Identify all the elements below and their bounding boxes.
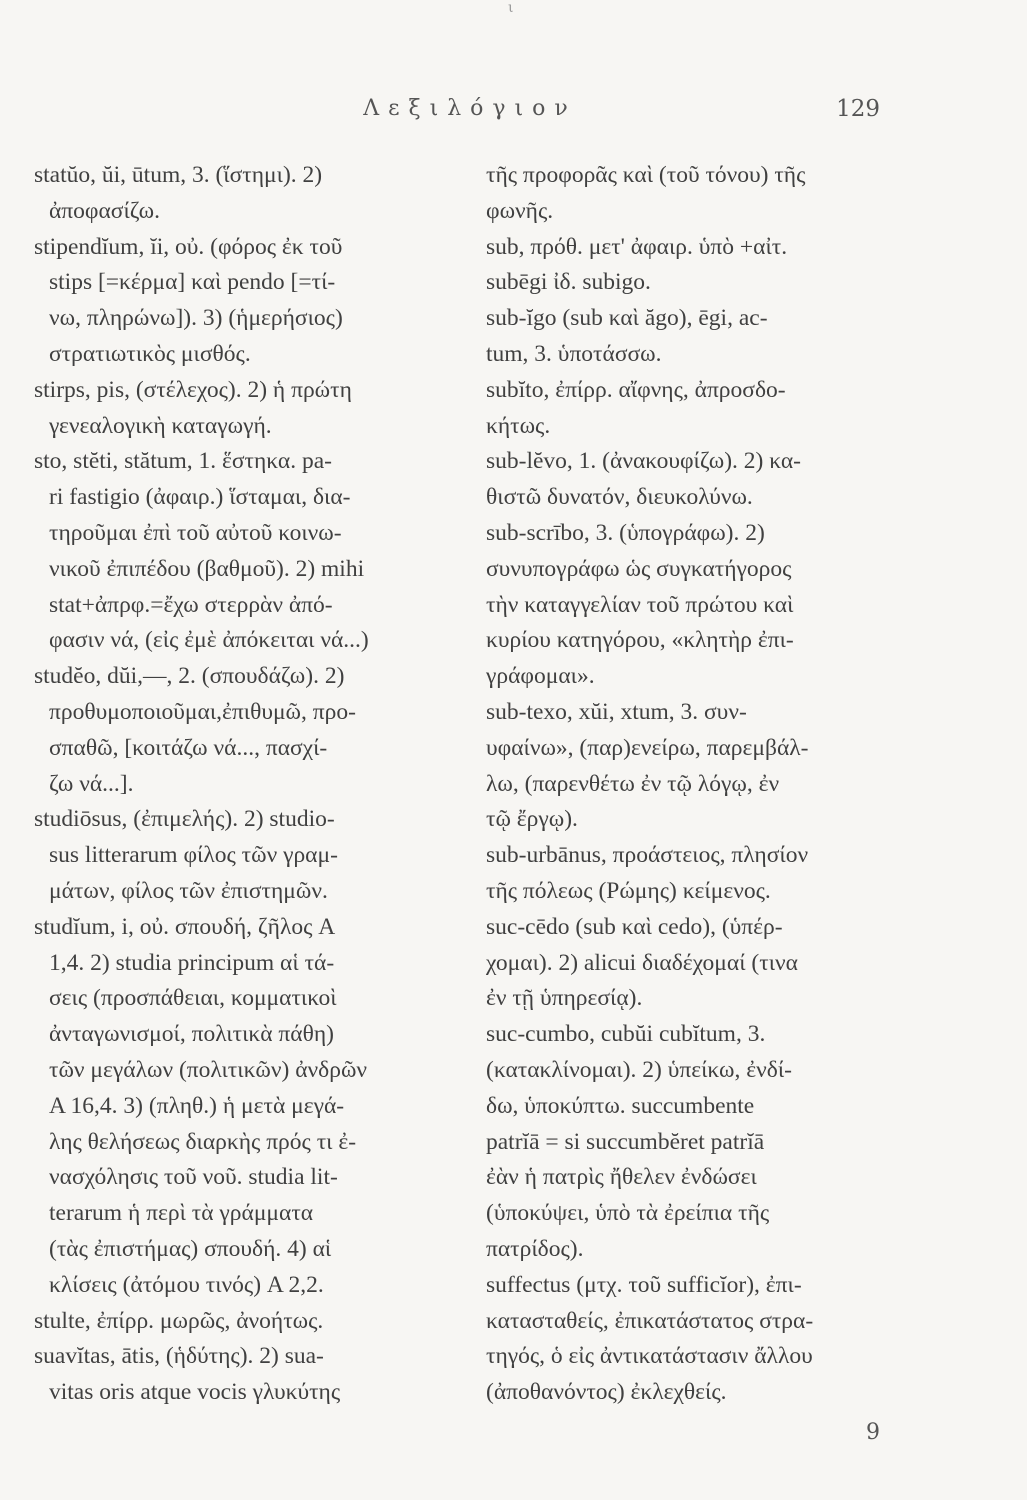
dictionary-line: σπαθῶ, [κοιτάζω νά..., πασχί- — [49, 734, 328, 761]
dictionary-line: tum, 3. ὑποτάσσω. — [486, 340, 662, 367]
dictionary-line: studiōsus, (ἐπιμελής). 2) studio- — [34, 806, 335, 833]
dictionary-line: 1,4. 2) studia principum αἱ τά- — [49, 949, 335, 976]
dictionary-line: subēgi ἰδ. subigo. — [486, 269, 651, 296]
dictionary-line: ζω νά...]. — [49, 770, 134, 797]
signature-mark: 9 — [866, 1420, 880, 1445]
dictionary-line: νω, πληρώνω]). 3) (ἡμερήσιος) — [49, 305, 343, 332]
dictionary-line: sub-ĭgo (sub καὶ ăgo), ēgi, ac- — [486, 305, 768, 332]
dictionary-line: suffectus (μτχ. τοῦ sufficĭor), ἐπι- — [486, 1271, 802, 1298]
dictionary-line: ri fastigio (ἀφαιρ.) ἵσταμαι, δια- — [49, 484, 351, 511]
dictionary-line: λης θελήσεως διαρκὴς πρός τι ἐ- — [49, 1128, 357, 1155]
dictionary-line: τῶν μεγάλων (πολιτικῶν) ἀνδρῶν — [49, 1056, 368, 1083]
dictionary-line: τὴν καταγγελίαν τοῦ πρώτου καὶ — [486, 591, 794, 618]
dictionary-line: A 16,4. 3) (πληθ.) ἡ μετὰ μεγά- — [49, 1092, 345, 1119]
dictionary-line: stat+ἀπρφ.=ἔχω στερρὰν ἀπό- — [49, 591, 333, 618]
dictionary-line: (ἀποθανόντος) ἐκλεχθείς. — [486, 1379, 727, 1406]
dictionary-line: γράφομαι». — [486, 663, 595, 690]
dictionary-line: τῆς προφορᾶς καὶ (τοῦ τόνου) τῆς — [486, 162, 806, 188]
dictionary-line: (τὰς ἐπιστήμας) σπουδή. 4) αἱ — [49, 1235, 332, 1262]
dictionary-line: statŭo, ŭi, ūtum, 3. (ἵστημι). 2) — [34, 162, 323, 188]
dictionary-line: terarum ἡ περὶ τὰ γράμματα — [49, 1200, 314, 1227]
running-header-title: Λεξιλόγιον — [363, 96, 577, 121]
dictionary-line: στρατιωτικὸς μισθός. — [49, 340, 251, 367]
dictionary-line: sub, πρόθ. μετ' ἀφαιρ. ὑπὸ +αἰτ. — [486, 233, 788, 260]
dictionary-line: κατασταθείς, ἐπικατάστατος στρα- — [486, 1307, 814, 1334]
left-column — [34, 158, 442, 1411]
dictionary-line: stulte, ἐπίρρ. μωρῶς, ἀνοήτως. — [34, 1307, 324, 1334]
dictionary-line: πατρίδος). — [486, 1235, 584, 1262]
dictionary-line: patrĭā = si succumbĕret patrĭā — [486, 1128, 765, 1155]
dictionary-line: φασιν νά, (εἰς ἐμὲ ἀπόκειται νά...) — [49, 627, 369, 654]
dictionary-line: τηροῦμαι ἐπὶ τοῦ αὐτοῦ κοινω- — [49, 519, 342, 546]
dictionary-line: κλίσεις (ἀτόμου τινός) A 2,2. — [49, 1271, 324, 1298]
dictionary-line: υφαίνω», (παρ)ενείρω, παρεμβάλ- — [486, 734, 809, 761]
dictionary-line: συνυπογράφω ὡς συγκατήγορος — [486, 555, 792, 582]
dictionary-line: sub-lĕvo, 1. (ἀνακουφίζω). 2) κα- — [486, 448, 802, 475]
dictionary-line: stirps, pis, (στέλεχος). 2) ἡ πρώτη — [34, 376, 352, 403]
dictionary-line: τῷ ἔργῳ). — [486, 806, 578, 833]
dictionary-line: νικοῦ ἐπιπέδου (βαθμοῦ). 2) mihi — [49, 555, 365, 582]
dictionary-line: μάτων, φίλος τῶν ἐπιστημῶν. — [49, 877, 328, 904]
dictionary-line: γενεαλογικὴ καταγωγή. — [49, 412, 272, 439]
dictionary-line: σεις (προσπάθειαι, κομματικοὶ — [49, 985, 337, 1012]
dictionary-line: τηγός, ὁ εἰς ἀντικατάστασιν ἄλλου — [486, 1343, 813, 1370]
dictionary-line: νασχόλησις τοῦ νοῦ. studia lit- — [49, 1164, 338, 1191]
dictionary-line: studĕo, dŭi,—, 2. (σπουδάζω). 2) — [34, 663, 345, 690]
dictionary-line: (ὑποκύψει, ὑπὸ τὰ ἐρείπια τῆς — [486, 1200, 770, 1227]
dictionary-line: stips [=κέρμα] καὶ pendo [=τί- — [49, 269, 336, 296]
right-column — [486, 158, 896, 1411]
dictionary-line: τῆς πόλεως (Ρώμης) κείμενος. — [486, 877, 771, 904]
dictionary-line: subĭto, ἐπίρρ. αἴφνης, ἀπροσδο- — [486, 376, 786, 403]
dictionary-line: studĭum, i, οὐ. σπουδή, ζῆλος A — [34, 913, 336, 940]
dictionary-line: sub-texo, xŭi, xtum, 3. συν- — [486, 698, 747, 725]
dictionary-line: προθυμοποιοῦμαι,ἐπιθυμῶ, προ- — [49, 698, 356, 725]
dictionary-line: δω, ὑποκύπτω. succumbente — [486, 1092, 755, 1119]
dictionary-line: stipendĭum, ĭi, οὐ. (φόρος ἐκ τοῦ — [34, 233, 343, 260]
top-mark: ι — [508, 0, 514, 16]
dictionary-line: sus litterarum φίλος τῶν γραμ- — [49, 842, 338, 869]
page-number: 129 — [836, 96, 880, 122]
dictionary-line: ἀποφασίζω. — [49, 197, 161, 224]
dictionary-line: κήτως. — [486, 412, 551, 439]
dictionary-line: suavĭtas, ātis, (ἡδύτης). 2) sua- — [34, 1343, 324, 1370]
dictionary-line: λω, (παρενθέτω ἐν τῷ λόγῳ, ἐν — [486, 770, 780, 797]
dictionary-line: κυρίου κατηγόρου, «κλητὴρ ἐπι- — [486, 627, 794, 654]
dictionary-line: sub-scrībo, 3. (ὑπογράφω). 2) — [486, 519, 765, 546]
dictionary-line: suc-cēdo (sub καὶ cedo), (ὑπέρ- — [486, 913, 783, 940]
dictionary-line: sub-urbānus, προάστειος, πλησίον — [486, 842, 809, 869]
dictionary-line: sto, stĕti, stătum, 1. ἕστηκα. pa- — [34, 448, 332, 475]
dictionary-line: θιστῶ δυνατόν, διευκολύνω. — [486, 484, 753, 511]
dictionary-line: ἐὰν ἡ πατρὶς ἤθελεν ἐνδώσει — [486, 1164, 757, 1191]
dictionary-line: (κατακλίνομαι). 2) ὑπείκω, ἐνδί- — [486, 1056, 792, 1083]
dictionary-line: ἐν τῇ ὑπηρεσίᾳ). — [486, 985, 643, 1012]
dictionary-line: suc-cumbo, cubŭi cubĭtum, 3. — [486, 1021, 766, 1048]
dictionary-line: vitas oris atque vocis γλυκύτης — [49, 1379, 341, 1406]
dictionary-line: φωνῆς. — [486, 197, 554, 224]
dictionary-line: ἀνταγωνισμοί, πολιτικὰ πάθη) — [49, 1021, 334, 1048]
dictionary-line: χομαι). 2) alicui διαδέχομαί (τινα — [486, 949, 798, 976]
